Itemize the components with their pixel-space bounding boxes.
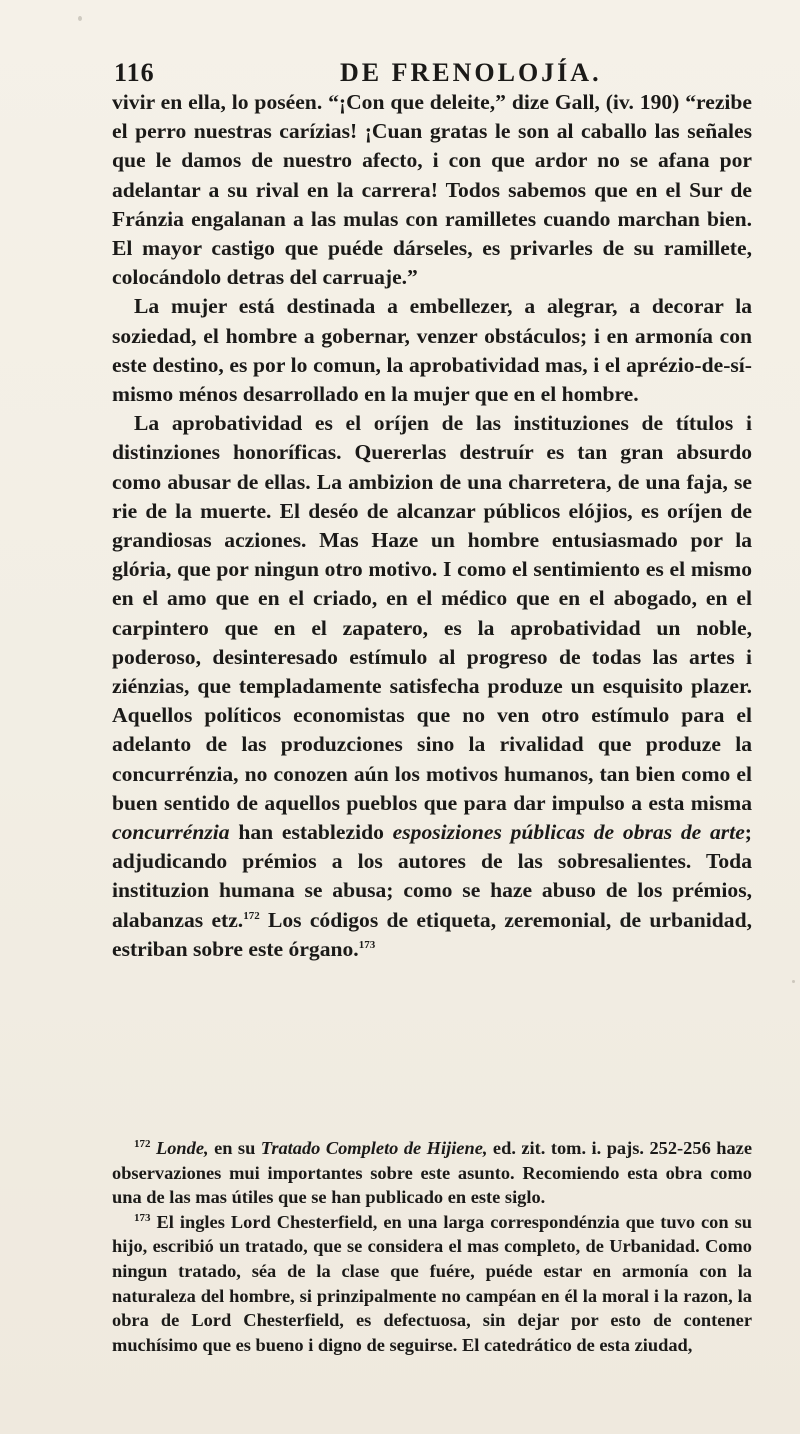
paragraph-3 bbox=[112, 409, 752, 964]
paragraph-3-part-c: ; adjudicando prémios a los autores de las sobresalientes. Toda instituzion humana se abusa; como se haze abuso de los prémios, alabanzas etz. bbox=[112, 820, 752, 932]
main-text bbox=[112, 88, 752, 964]
footnote-mark-172: 172 bbox=[134, 1137, 151, 1150]
paragraph-2: La mujer está destinada a embellezer, a alegrar, a decorar la soziedad, el hombre a gobernar, venzer obstáculos; i en armonía con este destino, es por lo comun, la aprobatividad mas, i el aprézio-de-sí-mismo ménos desarrollado en la mujer que en el hombre. bbox=[112, 294, 752, 407]
footnote-book-title: Tratado Completo de Hijiene, bbox=[260, 1138, 488, 1158]
paper-speck bbox=[78, 16, 82, 21]
paragraph-3-part-a: La aprobatividad es el oríjen de las instituziones de títulos i distinziones honoríficas. Quererlas destruír es tan gran absurdo como abusar de ellas. La ambizion de una charretera, de una faja, se rie de la muerte. El deséo de alcanzar públicos elójios, es oríjen de grandiosas acziones. Mas Haze un hombre entusiasmado por la glória, que por ningun otro motivo. I como el sentimiento es el mismo en el amo que en el criado, en el médico que en el abogado, en el carpintero que en el zapatero, es la aprobatividad un noble, poderoso, desinteresado estímulo al progreso de todas las artes i ziénzias, que templadamente satisfecha produze un esquisito plazer. Aquellos políticos economistas que no ven otro estímulo para el adelanto de las produzciones sino la rivalidad que produze la concurrénzia, no conozen aún los motivos humanos, tan bien como el buen sentido de aquellos pueblos que para dar impulso a esta misma bbox=[112, 411, 752, 815]
footnote-173-text: El ingles Lord Chesterfield, en una larga correspondénzia que tuvo con su hijo, escribió un tratado, que se considera el mas completo, de Urbanidad. Como ningun tratado, séa de la clase que fuére, puéde estar en armonía con la naturaleza del hombre, si prinzipalmente no campéan en él la moral i la razon, la obra de Lord Chesterfield, es defectuosa, sin dejar por esto de contener muchísimo que es bueno i digno de seguirse. El catedrático de esta ziudad, bbox=[112, 1211, 752, 1355]
footnote-172-part-a: en su bbox=[214, 1138, 256, 1158]
footnote-author: Londe, bbox=[155, 1138, 209, 1158]
page-number: 116 bbox=[114, 58, 155, 87]
running-title: DE FRENOLOJÍA. bbox=[340, 58, 602, 87]
paragraph-3-part-b: han establezido bbox=[238, 820, 384, 845]
italic-term-concurrenzia: concurrénzia bbox=[112, 820, 230, 845]
footnote-173 bbox=[112, 1210, 752, 1358]
footnote-mark-173: 173 bbox=[134, 1211, 151, 1224]
paragraph-1: vivir en ella, lo poséen. “¡Con que deleite,” dize Gall, (iv. 190) “rezibe el perro nuestras carízias! ¡Cuan gratas le son al caballo las señales que le damos de nuestro afecto, i con que ardor no se afana por adelantar a su rival en la carrera! Todos sabemos que en el Sur de Fránzia engalanan a las mulas con ramilletes cuando marchan bien. El mayor castigo que puéde dárseles, es privarles de su ramillete, colocándolo detras del carruaje.” bbox=[112, 90, 752, 290]
footnote-172-part-b: ed. zit. tom. i. pajs. 252-256 haze observaziones mui importantes sobre este asunto. Recomiendo esta obra como una de las mas útiles que se han publicado en este siglo. bbox=[112, 1138, 752, 1208]
italic-term-esposiziones: esposiziones públicas de obras de arte bbox=[392, 820, 745, 845]
paper-speck bbox=[792, 980, 795, 983]
page-header bbox=[110, 58, 750, 92]
footnote-ref-173[interactable]: 173 bbox=[358, 938, 376, 951]
paragraph-3-part-d: Los códigos de etiqueta, zeremonial, de urbanidad, estriban sobre este órgano. bbox=[112, 907, 752, 961]
footnotes bbox=[112, 1136, 752, 1357]
footnote-ref-172[interactable]: 172 bbox=[243, 909, 260, 922]
footnote-172 bbox=[112, 1136, 752, 1210]
